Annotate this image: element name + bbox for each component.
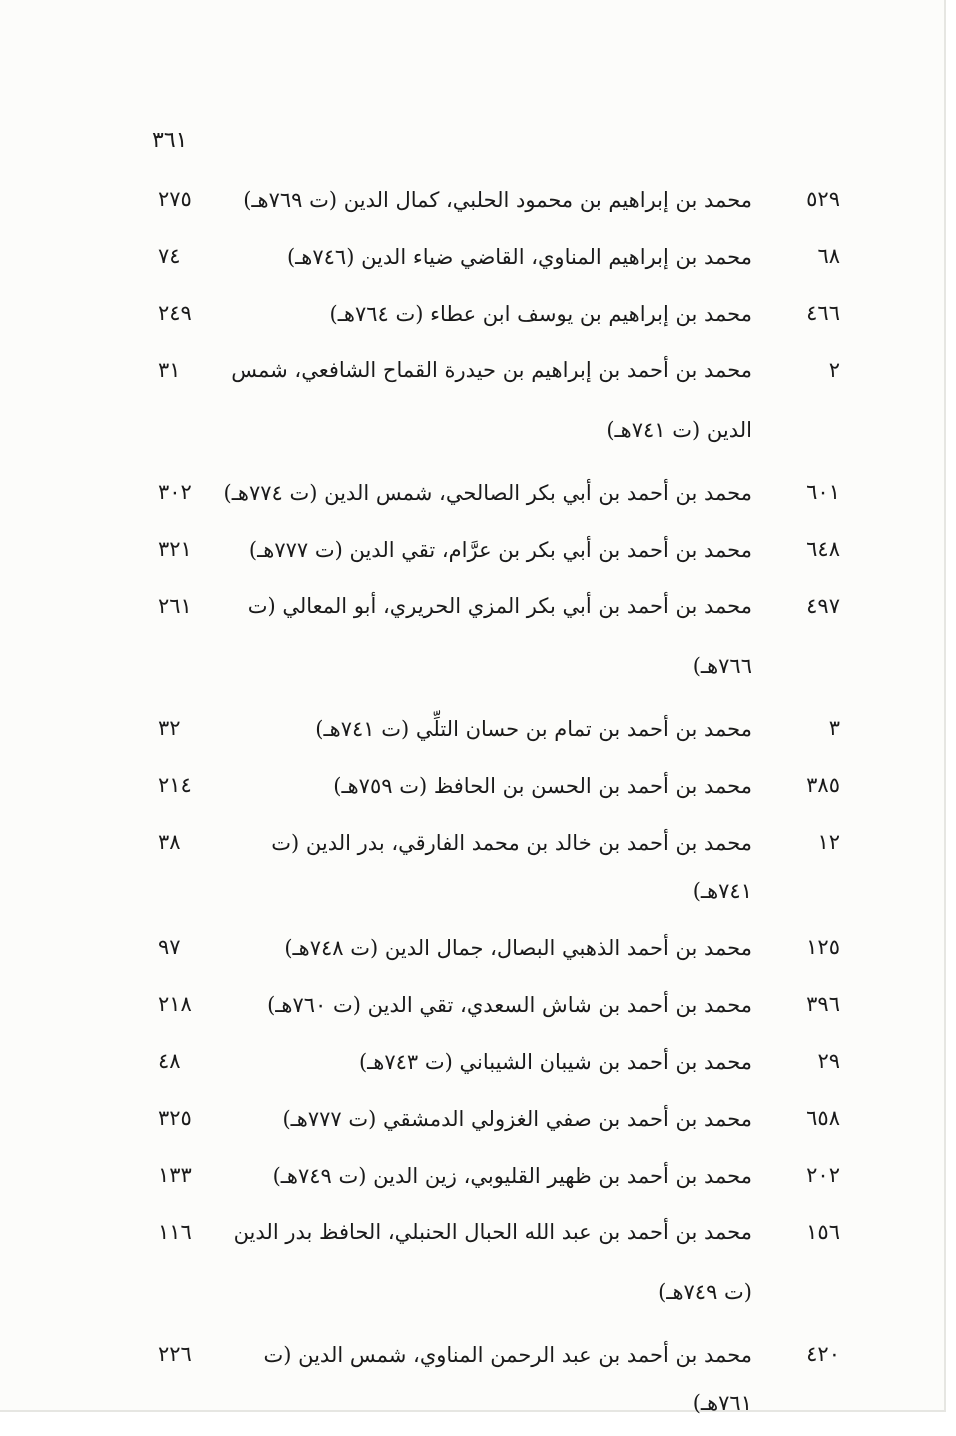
index-entries (150, 176, 850, 1436)
entry-name (220, 1202, 758, 1322)
entry-name-line: ٧٦٦هـ) (692, 654, 752, 678)
entry-name: محمد بن أحمد بن ظهير القليوبي، زين الدين (ت ٧٤٩هـ) (272, 1164, 752, 1188)
entry-name: محمد بن أحمد بن الحسن بن الحافظ (ت ٧٥٩هـ) (333, 774, 752, 798)
entry-page-ref: ١١٦ (158, 1220, 192, 1244)
entry-page-ref: ٣٢ (158, 716, 181, 740)
entry-page-ref: ٢١٤ (158, 773, 192, 797)
page-number: ٣٦١ (152, 128, 188, 153)
index-entry (150, 1095, 850, 1143)
entry-page-ref: ٢٤٩ (158, 301, 192, 325)
index-entry (150, 176, 850, 224)
entry-name: محمد بن إبراهيم بن يوسف ابن عطاء (ت ٧٦٤هـ) (329, 302, 752, 326)
entry-name (220, 576, 758, 696)
index-entry (150, 1152, 850, 1200)
entry-number: ١٥٦ (806, 1220, 840, 1244)
entry-page-ref: ٣٨ (158, 830, 181, 854)
index-entry (150, 819, 850, 915)
entry-name: محمد بن أحمد بن عبد الرحمن المناوي، شمس الدين (ت ٧٦١هـ) (263, 1343, 752, 1415)
entry-number: ٦٨ (817, 244, 840, 268)
entry-page-ref: ٣٢٥ (158, 1106, 192, 1130)
entry-number: ٥٢٩ (806, 187, 840, 211)
entry-name: محمد بن أحمد بن خالد بن محمد الفارقي، بدر الدين (ت ٧٤١هـ) (271, 831, 752, 903)
index-entry (150, 924, 850, 972)
entry-number: ٤٦٦ (806, 301, 840, 325)
entry-page-ref: ٣٢١ (158, 537, 192, 561)
entry-number: ٣ (828, 716, 840, 740)
index-entry (150, 1331, 850, 1427)
entry-name-line: محمد بن أحمد بن أبي بكر المزي الحريري، أبو المعالي (ت (247, 594, 752, 618)
entry-number: ٣٩٦ (806, 992, 840, 1016)
index-entry (150, 347, 850, 460)
entry-number: ٦٥٨ (806, 1106, 840, 1130)
index-entry (150, 762, 850, 810)
entry-page-ref: ٤٨ (158, 1049, 181, 1073)
index-entry (150, 705, 850, 753)
entry-page-ref: ٢٢٦ (158, 1342, 192, 1366)
entry-page-ref: ٢٦١ (158, 594, 192, 618)
entry-name (220, 340, 758, 460)
entry-page-ref: ٢١٨ (158, 992, 192, 1016)
index-entry (150, 469, 850, 517)
entry-page-ref: ٢٧٥ (158, 187, 192, 211)
entry-number: ١٢ (817, 830, 840, 854)
entry-name-line: الدين (ت ٧٤١هـ) (606, 418, 752, 442)
entry-name: محمد بن إبراهيم المناوي، القاضي ضياء الدين (٧٤٦هـ) (286, 245, 752, 269)
entry-number: ٢ (828, 358, 840, 382)
index-entry (150, 1209, 850, 1322)
entry-page-ref: ٧٤ (158, 244, 181, 268)
index-entry (150, 290, 850, 338)
entry-name: محمد بن إبراهيم بن محمود الحلبي، كمال الدين (ت ٧٦٩هـ) (243, 188, 752, 212)
entry-name: محمد بن أحمد بن تمام بن حسان التلِّي (ت ٧٤١هـ) (315, 717, 752, 741)
entry-page-ref: ١٣٣ (158, 1163, 192, 1187)
entry-number: ٣٨٥ (806, 773, 840, 797)
entry-name: محمد بن أحمد بن شاش السعدي، تقي الدين (ت ٧٦٠هـ) (267, 993, 752, 1017)
entry-name-line: محمد بن أحمد بن عبد الله الحبال الحنبلي، الحافظ بدر الدين (233, 1220, 752, 1244)
entry-page-ref: ٣١ (158, 358, 181, 382)
entry-name-line: محمد بن أحمد بن إبراهيم بن حيدرة القماح الشافعي، شمس (231, 358, 752, 382)
entry-name: محمد بن أحمد بن صفي الغزولي الدمشقي (ت ٧٧٧هـ) (282, 1107, 752, 1131)
entry-name: محمد بن أحمد الذهبي البصال، جمال الدين (ت ٧٤٨هـ) (284, 936, 752, 960)
entry-number: ٤٢٠ (806, 1342, 840, 1366)
index-entry (150, 583, 850, 696)
entry-name: محمد بن أحمد بن أبي بكر بن عرَّام، تقي الدين (ت ٧٧٧هـ) (248, 538, 752, 562)
entry-name-line: (ت ٧٤٩هـ) (658, 1280, 752, 1304)
entry-number: ٢٩ (817, 1049, 840, 1073)
entry-page-ref: ٩٧ (158, 935, 181, 959)
entry-number: ٦٤٨ (806, 537, 840, 561)
index-entry (150, 233, 850, 281)
entry-number: ١٢٥ (806, 935, 840, 959)
entry-number: ٤٩٧ (806, 594, 840, 618)
entry-number: ٦٠١ (806, 480, 840, 504)
entry-number: ٢٠٢ (806, 1163, 840, 1187)
entry-name: محمد بن أحمد بن شيبان الشيباني (ت ٧٤٣هـ) (358, 1050, 752, 1074)
index-entry (150, 1038, 850, 1086)
index-entry (150, 981, 850, 1029)
entry-name: محمد بن أحمد بن أبي بكر الصالحي، شمس الدين (ت ٧٧٤هـ) (223, 481, 752, 505)
index-entry (150, 526, 850, 574)
entry-page-ref: ٣٠٢ (158, 480, 192, 504)
